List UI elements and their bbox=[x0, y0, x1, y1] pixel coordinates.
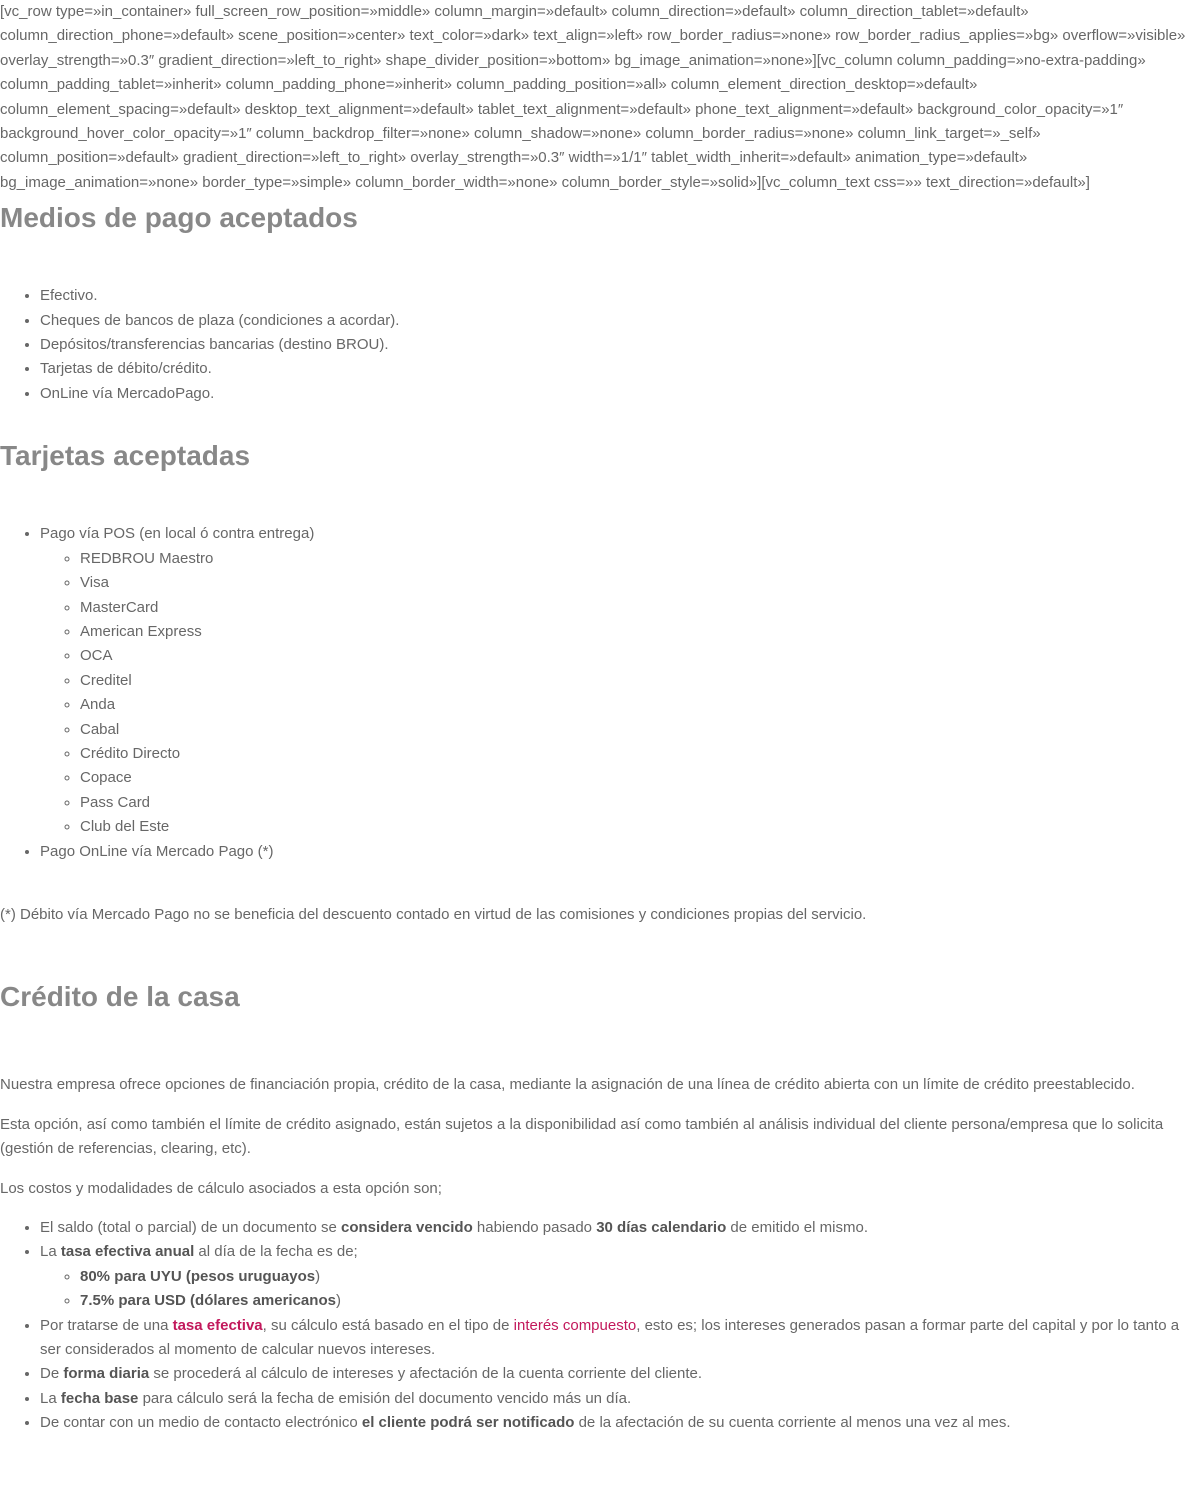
list-item bbox=[80, 1289, 1195, 1313]
card-item: ◦ Club del Este bbox=[80, 815, 1195, 839]
card-item: ◦ Anda bbox=[80, 693, 1195, 717]
strong-text: tasa efectiva bbox=[172, 1316, 263, 1334]
list-item: • OnLine vía MercadoPago. bbox=[40, 382, 1195, 406]
text: La bbox=[40, 1243, 61, 1261]
card-item: ◦ OCA bbox=[80, 644, 1195, 668]
paragraph-credito-costos: Los costos y modalidades de cálculo asociados a esta opción son; bbox=[0, 1179, 442, 1197]
list-item: • Tarjetas de débito/crédito. bbox=[40, 357, 1195, 381]
text: , esto es; los intereses generados pasan a formar parte del capital y por lo tanto a ser considerados al momento de calcular nuevos intereses. bbox=[40, 1316, 1180, 1359]
list-medios-de-pago bbox=[0, 284, 1195, 406]
link-interes-compuesto[interactable]: interés compuesto bbox=[513, 1316, 637, 1334]
text: se procederá al cálculo de intereses y afectación de la cuenta corriente del cliente. bbox=[149, 1365, 703, 1383]
pos-label: Pago vía POS (en local ó contra entrega) bbox=[40, 525, 315, 543]
paragraph-credito-intro: Nuestra empresa ofrece opciones de financiación propia, crédito de la casa, mediante la asignación de una línea de crédito abierta con un límite de crédito preestablecido. bbox=[0, 1076, 1135, 1094]
list-item: • Cheques de bancos de plaza (condiciones a acordar). bbox=[40, 309, 1195, 333]
text: ) bbox=[315, 1267, 321, 1285]
list-item bbox=[40, 1362, 1195, 1386]
list-pos-cards bbox=[40, 547, 1195, 840]
text: De contar con un medio de contacto electrónico bbox=[40, 1414, 362, 1432]
text: , su cálculo está basado en el tipo de bbox=[262, 1316, 514, 1334]
text: de la afectación de su cuenta corriente al menos una vez al mes. bbox=[574, 1414, 1011, 1432]
list-tarjetas bbox=[0, 522, 1195, 864]
card-item: ◦ American Express bbox=[80, 620, 1195, 644]
strong-text: tasa efectiva anual bbox=[60, 1243, 195, 1261]
heading-credito-de-la-casa: Crédito de la casa bbox=[0, 981, 240, 1013]
strong-text: forma diaria bbox=[63, 1365, 150, 1383]
heading-medios-de-pago: Medios de pago aceptados bbox=[0, 202, 358, 234]
shortcode-text: [vc_row type=»in_container» full_screen_row_position=»middle» column_margin=»default» column_direction=»default» column_direction_tablet=»default» column_direction_phone=»default» scene_position=»center» text_color=»dark» text_align=»left» row_border_radius=»none» row_border_radius_applies=»bg» overflow=»visible» overlay_strength=»0.3″ gradient_direction=»left_to_right» shape_divider_position=»bottom» bg_image_animation=»none»][vc_column column_padding=»no-extra-padding» column_padding_tablet=»inherit» column_padding_phone=»inherit» column_padding_position=»all» column_element_direction_desktop=»default» column_element_spacing=»default» desktop_text_alignment=»default» tablet_text_alignment=»default» phone_text_alignment=»default» background_color_opacity=»1″ background_hover_color_opacity=»1″ column_backdrop_filter=»none» column_shadow=»none» column_border_radius=»none» column_link_target=»_self» column_position=»default» gradient_direction=»left_to_right» overlay_strength=»0.3″ width=»1/1″ tablet_width_inherit=»default» animation_type=»default» bg_image_animation=»none» border_type=»simple» column_border_width=»none» column_border_style=»solid»][vc_column_text css=»» text_direction=»default»] bbox=[0, 3, 1186, 191]
list-item bbox=[40, 1216, 1195, 1240]
text: de emitido el mismo. bbox=[726, 1219, 868, 1236]
footnote-mercado-pago: (*) Débito vía Mercado Pago no se beneficia del descuento contado en virtud de las comisiones y condiciones propias del servicio. bbox=[0, 905, 867, 923]
strong-text: 30 días calendario bbox=[596, 1219, 727, 1236]
strong-text: el cliente podrá ser notificado bbox=[361, 1414, 575, 1432]
list-costos bbox=[0, 1216, 1195, 1436]
list-item bbox=[40, 1240, 1195, 1313]
list-item: • Efectivo. bbox=[40, 284, 1195, 308]
text: La bbox=[40, 1389, 61, 1407]
text: De bbox=[40, 1365, 64, 1383]
list-item: • Depósitos/transferencias bancarias (destino BROU). bbox=[40, 333, 1195, 357]
card-item: ◦ Cabal bbox=[80, 718, 1195, 742]
list-item bbox=[40, 1411, 1195, 1435]
paragraph-credito-condiciones: Esta opción, así como también el límite de crédito asignado, están sujetos a la disponibilidad así como también al análisis individual del cliente persona/empresa que lo solicita (gestión de referencias, clearing, etc). bbox=[0, 1115, 1164, 1158]
list-item bbox=[40, 1387, 1195, 1411]
list-item bbox=[40, 1314, 1195, 1363]
strong-text: fecha base bbox=[60, 1389, 139, 1407]
card-item: ◦ Visa bbox=[80, 571, 1195, 595]
strong-text: 7.5% para USD (dólares americanos bbox=[80, 1292, 336, 1310]
heading-tarjetas-aceptadas: Tarjetas aceptadas bbox=[0, 440, 251, 472]
card-item: ◦ Pass Card bbox=[80, 791, 1195, 815]
text: Por tratarse de una bbox=[40, 1316, 173, 1334]
card-item: ◦ MasterCard bbox=[80, 596, 1195, 620]
text: ) bbox=[335, 1292, 341, 1310]
card-item: ◦ Copace bbox=[80, 766, 1195, 790]
text: El saldo (total o parcial) de un documento se bbox=[40, 1219, 342, 1236]
card-item: ◦ Creditel bbox=[80, 669, 1195, 693]
text: habiendo pasado bbox=[472, 1219, 597, 1236]
card-item: ◦ REDBROU Maestro bbox=[80, 547, 1195, 571]
list-item-online: • Pago OnLine vía Mercado Pago (*) bbox=[40, 840, 1195, 864]
list-item-pos bbox=[40, 522, 1195, 839]
list-tasas bbox=[40, 1265, 1195, 1314]
list-item bbox=[80, 1265, 1195, 1289]
text: para cálculo será la fecha de emisión del documento vencido más un día. bbox=[138, 1389, 632, 1407]
text: al día de la fecha es de; bbox=[194, 1243, 358, 1261]
card-item: ◦ Crédito Directo bbox=[80, 742, 1195, 766]
strong-text: 80% para UYU (pesos uruguayos bbox=[80, 1267, 316, 1285]
strong-text: considera vencido bbox=[341, 1219, 473, 1236]
